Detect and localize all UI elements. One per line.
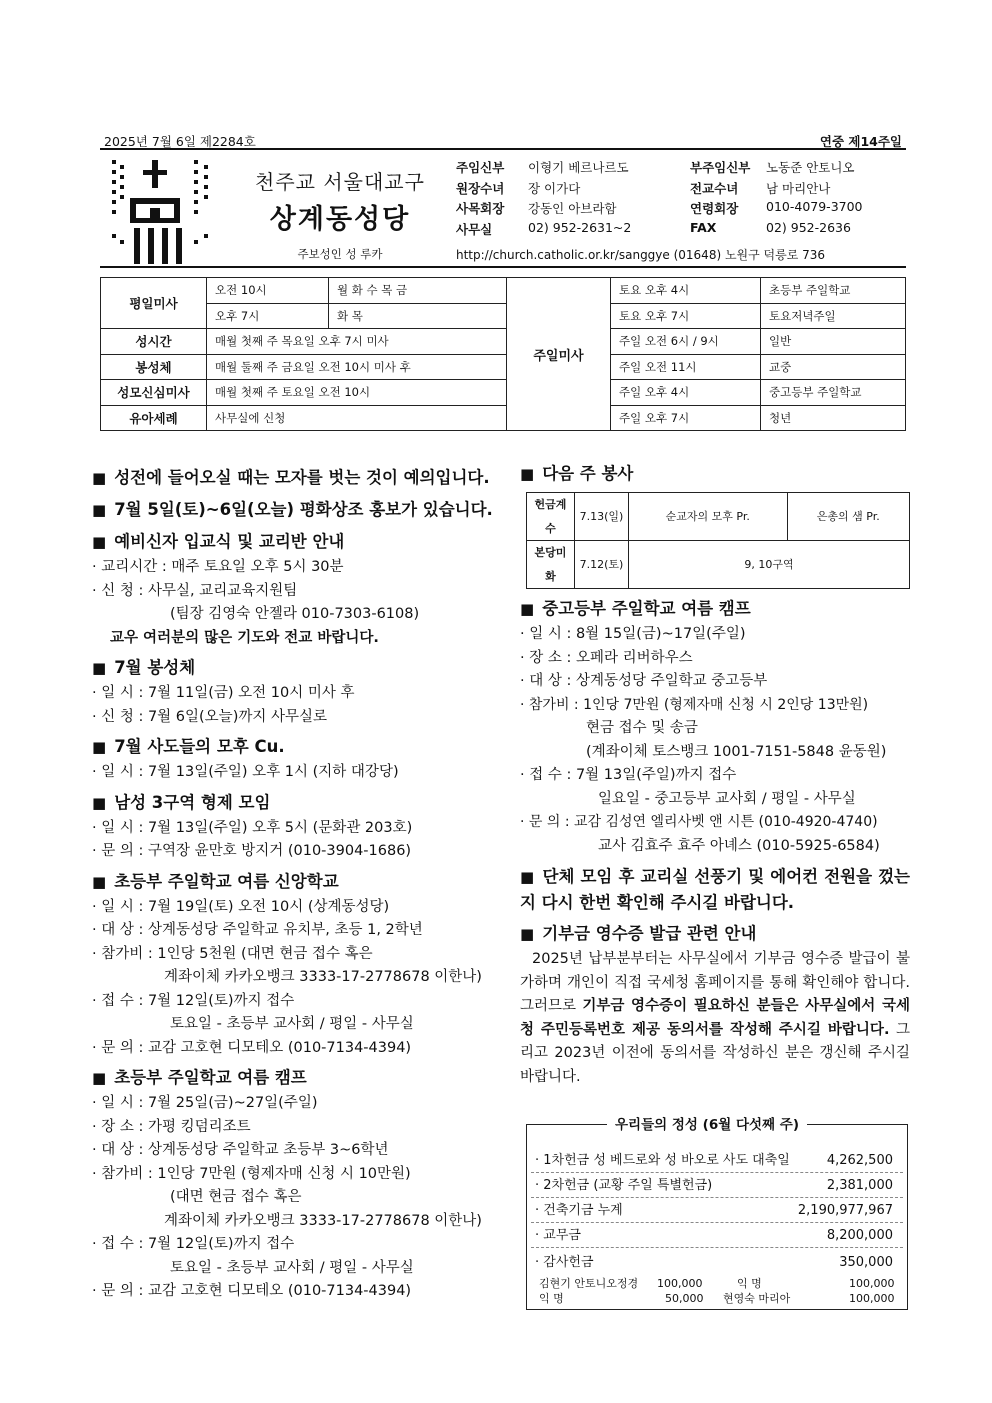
notice-line: · 문 의 : 교감 김성연 엘리사벳 앤 시튼 (010-4920-4740) xyxy=(520,814,878,830)
service-group: 순교자의 모후 Pr. xyxy=(629,493,788,541)
notice-line: · 장 소 : 오페라 리버하우스 xyxy=(520,649,693,666)
service-group: 은총의 샘 Pr. xyxy=(787,493,909,541)
notice-line: 토요일 - 초등부 교사회 / 평일 - 사무실 xyxy=(170,1016,414,1032)
notice-line: · 신 청 : 사무실, 교리교육지원팀 xyxy=(92,582,298,599)
notice-line: · 신 청 : 7월 6일(오늘)까지 사무실로 xyxy=(92,708,327,725)
notice-line: · 참가비 : 1인당 7만원 (형제자매 신청 시 10만원) xyxy=(92,1165,411,1182)
mass-days: 화 목 xyxy=(329,303,507,329)
notice-line: 계좌이체 카카오뱅크 3333-17-2778678 이한나) xyxy=(164,1212,482,1229)
church-logo-icon xyxy=(108,158,216,266)
staff-directory xyxy=(456,158,906,240)
square-bullet-icon: ■ xyxy=(92,501,107,519)
church-title xyxy=(250,166,430,262)
sunday-mass-label: 주일미사 xyxy=(507,278,611,431)
mass-time: 주일 오후 4시 xyxy=(611,380,761,406)
notice-line: · 접 수 : 7월 12일(토)까지 접수 xyxy=(92,1236,295,1252)
patron-saint: 주보성인 성 루카 xyxy=(297,247,383,261)
square-bullet-icon: ■ xyxy=(92,533,107,551)
staff-role: 연령회장 xyxy=(690,201,739,216)
masthead xyxy=(100,152,906,268)
notice-line: · 교리시간 : 매주 토요일 오후 5시 30분 xyxy=(92,559,344,575)
staff-value: 02) 952-2636 xyxy=(766,219,851,235)
notice-line: · 대 상 : 상계동성당 주일학교 초등부 3~6학년 xyxy=(92,1142,389,1158)
service-table xyxy=(526,492,910,589)
notice-line: (팀장 김영숙 안젤라 010-7303-6108) xyxy=(170,606,420,622)
receipt-paragraph: 2025년 납부분부터는 사무실에서 기부금 영수증 발급이 불가하며 개인이 직접 국세청 홈페이지를 통해 확인해야 합니다. 그러므로 기부금 영수증이 필요하신 분들은 사무실에서 국세청 주민등록번호 제공 동의서를 작성해 주시길 바랍니다. 그리고 2023년 이전에 동의서를 작성하신 분은 갱신해 주시길 바랍니다. xyxy=(520,951,911,1085)
offering-title: 우리들의 정성 (6월 다섯째 주) xyxy=(607,1113,807,1133)
notice-line: · 접 수 : 7월 12일(토)까지 접수 xyxy=(92,992,295,1009)
mass-time: 오후 7시 xyxy=(207,303,329,329)
mass-time: 오전 10시 xyxy=(207,278,329,304)
staff-role: 전교수녀 xyxy=(690,180,739,196)
square-bullet-icon: ■ xyxy=(92,1069,107,1087)
diocese-name: 천주교 서울대교구 xyxy=(255,170,425,194)
notice-line: · 접 수 : 7월 13일(주일)까지 접수 xyxy=(520,767,737,783)
right-column xyxy=(520,456,910,1089)
schedule-label: 유아세례 xyxy=(101,405,207,431)
notice-heading: ■ 단체 모임 후 교리실 선풍기 및 에어컨 전원을 껐는지 다시 한번 확인해 주시길 바랍니다. xyxy=(520,867,910,912)
offering-row: · 1차헌금 성 베드로와 성 바오로 사도 대축일 4,262,500 xyxy=(531,1149,903,1173)
donor-name: 익 명 xyxy=(539,1292,564,1305)
staff-row xyxy=(456,220,906,241)
mass-group: 토요저녁주일 xyxy=(761,303,906,329)
notice-line: 현금 접수 및 송금 xyxy=(586,720,698,736)
mass-time: 토요 오후 4시 xyxy=(611,278,761,304)
square-bullet-icon: ■ xyxy=(92,659,107,677)
notice-heading: ■ 예비신자 입교식 및 교리반 안내 xyxy=(92,532,345,551)
square-bullet-icon: ■ xyxy=(520,600,535,618)
notice-line: (대면 현금 접수 혹은 xyxy=(170,1189,302,1205)
square-bullet-icon: ■ xyxy=(520,465,535,483)
notice-line: · 문 의 : 교감 고호현 디모테오 (010-7134-4394) xyxy=(92,1283,412,1299)
service-label: 본당미화 xyxy=(527,541,575,589)
church-name: 상계동성당 xyxy=(269,204,411,235)
staff-value: 010-4079-3700 xyxy=(766,199,863,214)
notice-heading: ■ 남성 3구역 형제 모임 xyxy=(92,792,271,812)
notice-emphasis: 교우 여러분의 많은 기도와 전교 바랍니다. xyxy=(110,629,379,646)
notice-line: (계좌이체 토스뱅크 1001-7151-5848 윤동원) xyxy=(586,743,887,760)
staff-value: 장 이가다 xyxy=(528,180,581,196)
donor-name: 김현기 안토니오정경 xyxy=(539,1277,639,1290)
square-bullet-icon: ■ xyxy=(92,738,107,756)
notice-line: · 참가비 : 1인당 7만원 (형제자매 신청 시 2인당 13만원) xyxy=(520,696,869,713)
staff-role: 부주임신부 xyxy=(690,160,751,175)
staff-row xyxy=(456,179,906,200)
notice-line: · 대 상 : 상계동성당 주일학교 중고등부 xyxy=(520,673,768,689)
staff-role: 주임신부 xyxy=(456,160,505,175)
notice-line: · 장 소 : 가평 킹덤리조트 xyxy=(92,1118,251,1135)
notice-heading: ■ 7월 사도들의 모후 Cu. xyxy=(92,737,285,756)
square-bullet-icon: ■ xyxy=(92,872,107,891)
donor-name: 현영숙 마리아 xyxy=(723,1292,791,1305)
staff-value: 남 마리안나 xyxy=(766,180,831,196)
notice-line: · 일 시 : 7월 25일(금)~27일(주일) xyxy=(92,1095,318,1111)
notice-heading: ■ 성전에 들어오실 때는 모자를 벗는 것이 예의입니다. xyxy=(92,468,490,487)
schedule-value: 매월 첫째 주 목요일 오후 7시 미사 xyxy=(207,329,507,355)
notice-line: · 일 시 : 7월 19일(토) 오전 10시 (상계동성당) xyxy=(92,898,390,915)
notice-line: 교사 김효주 효주 아녜스 (010-5925-6584) xyxy=(598,837,880,854)
schedule-value: 사무실에 신청 xyxy=(207,405,507,431)
notice-line: · 문 의 : 구역장 윤만호 방지거 (010-3904-1686) xyxy=(92,843,412,859)
notice-heading: ■ 중고등부 주일학교 여름 캠프 xyxy=(520,599,751,618)
notice-line: 계좌이체 카카오뱅크 3333-17-2778678 이한나) xyxy=(164,969,482,985)
offering-row: · 2차헌금 (교황 주일 특별헌금) 2,381,000 xyxy=(531,1174,903,1198)
staff-role: FAX xyxy=(690,219,717,235)
notice-heading: ■ 7월 5일(토)~6일(오늘) 평화상조 홍보가 있습니다. xyxy=(92,500,493,519)
issue-date: 2025년 7월 6일 제2284호 xyxy=(104,134,256,149)
square-bullet-icon: ■ xyxy=(92,469,107,487)
notice-line: · 일 시 : 8월 15일(금)~17일(주일) xyxy=(520,626,746,642)
offering-row: · 교무금 8,200,000 xyxy=(531,1224,903,1248)
staff-row xyxy=(456,199,906,220)
donor-amount: 100,000 xyxy=(849,1292,895,1305)
mass-group: 일반 xyxy=(761,329,906,355)
square-bullet-icon: ■ xyxy=(520,868,535,886)
mass-days: 월 화 수 목 금 xyxy=(329,278,507,304)
staff-value: 강동인 아브라함 xyxy=(528,201,617,216)
schedule-label: 성모신심미사 xyxy=(101,380,207,406)
notice-line: · 대 상 : 상계동성당 주일학교 유치부, 초등 1, 2학년 xyxy=(92,922,423,938)
offering-row: · 감사헌금 350,000 xyxy=(535,1255,893,1270)
staff-role: 원장수녀 xyxy=(456,180,505,196)
square-bullet-icon: ■ xyxy=(520,925,535,943)
notice-line: · 일 시 : 7월 13일(주일) 오후 1시 (지하 대강당) xyxy=(92,764,399,780)
notice-heading: ■ 초등부 주일학교 여름 신앙학교 xyxy=(92,871,339,891)
donor-amount: 50,000 xyxy=(665,1292,704,1305)
service-label: 헌금계수 xyxy=(527,493,575,541)
service-date: 7.13(일) xyxy=(575,493,629,541)
notice-heading: ■ 초등부 주일학교 여름 캠프 xyxy=(92,1068,307,1087)
notice-line: · 일 시 : 7월 11일(금) 오전 10시 미사 후 xyxy=(92,685,355,701)
weekday-mass-label: 평일미사 xyxy=(101,278,207,329)
schedule-value: 매월 둘째 주 금요일 오전 10시 미사 후 xyxy=(207,354,507,380)
donor-name: 익 명 xyxy=(737,1277,762,1290)
staff-value: 02) 952-2631~2 xyxy=(528,219,632,235)
service-date: 7.12(토) xyxy=(575,541,629,589)
service-group: 9, 10구역 xyxy=(629,541,910,589)
mass-time: 토요 오후 7시 xyxy=(611,303,761,329)
staff-row xyxy=(456,158,906,179)
notice-line: · 일 시 : 7월 13일(주일) 오후 5시 (문화관 203호) xyxy=(92,819,413,836)
donor-amount: 100,000 xyxy=(849,1277,895,1290)
offering-box xyxy=(526,1117,908,1310)
staff-role: 사무실 xyxy=(456,221,493,237)
donor-amount: 100,000 xyxy=(657,1277,703,1290)
issue-line xyxy=(100,132,906,150)
liturgical-sunday: 연중 제14주일 xyxy=(819,134,902,149)
mass-schedule-table xyxy=(100,277,906,431)
notice-line: · 문 의 : 교감 고호현 디모테오 (010-7134-4394) xyxy=(92,1039,412,1056)
offering-row: · 건축기금 누계 2,190,977,967 xyxy=(531,1199,903,1223)
staff-value: 노동준 안토니오 xyxy=(766,160,855,175)
notice-line: 토요일 - 초등부 교사회 / 평일 - 사무실 xyxy=(170,1259,414,1276)
notice-heading: ■ 기부금 영수증 발급 관련 안내 xyxy=(520,924,757,943)
schedule-label: 봉성체 xyxy=(101,354,207,380)
schedule-value: 매월 첫째 주 토요일 오전 10시 xyxy=(207,380,507,406)
staff-value: 이형기 베르나르도 xyxy=(528,160,629,175)
church-address: http://church.catholic.or.kr/sanggye (01648) 노원구 덕릉로 736 xyxy=(456,248,826,262)
mass-group: 교중 xyxy=(761,354,906,380)
mass-group: 초등부 주일학교 xyxy=(761,278,906,304)
mass-time: 주일 오후 7시 xyxy=(611,405,761,431)
mass-group: 중고등부 주일학교 xyxy=(761,380,906,406)
notice-heading: ■ 다음 주 봉사 xyxy=(520,464,634,483)
left-column xyxy=(92,460,512,1304)
square-bullet-icon: ■ xyxy=(92,793,107,812)
notice-line: · 참가비 : 1인당 5천원 (대면 현금 접수 혹은 xyxy=(92,945,373,962)
mass-group: 청년 xyxy=(761,405,906,431)
mass-time: 주일 오전 11시 xyxy=(611,354,761,380)
schedule-label: 성시간 xyxy=(101,329,207,355)
mass-time: 주일 오전 6시 / 9시 xyxy=(611,329,761,355)
notice-heading: ■ 7월 봉성체 xyxy=(92,658,196,677)
staff-role: 사목회장 xyxy=(456,201,505,216)
notice-line: 일요일 - 중고등부 교사회 / 평일 - 사무실 xyxy=(598,790,856,807)
